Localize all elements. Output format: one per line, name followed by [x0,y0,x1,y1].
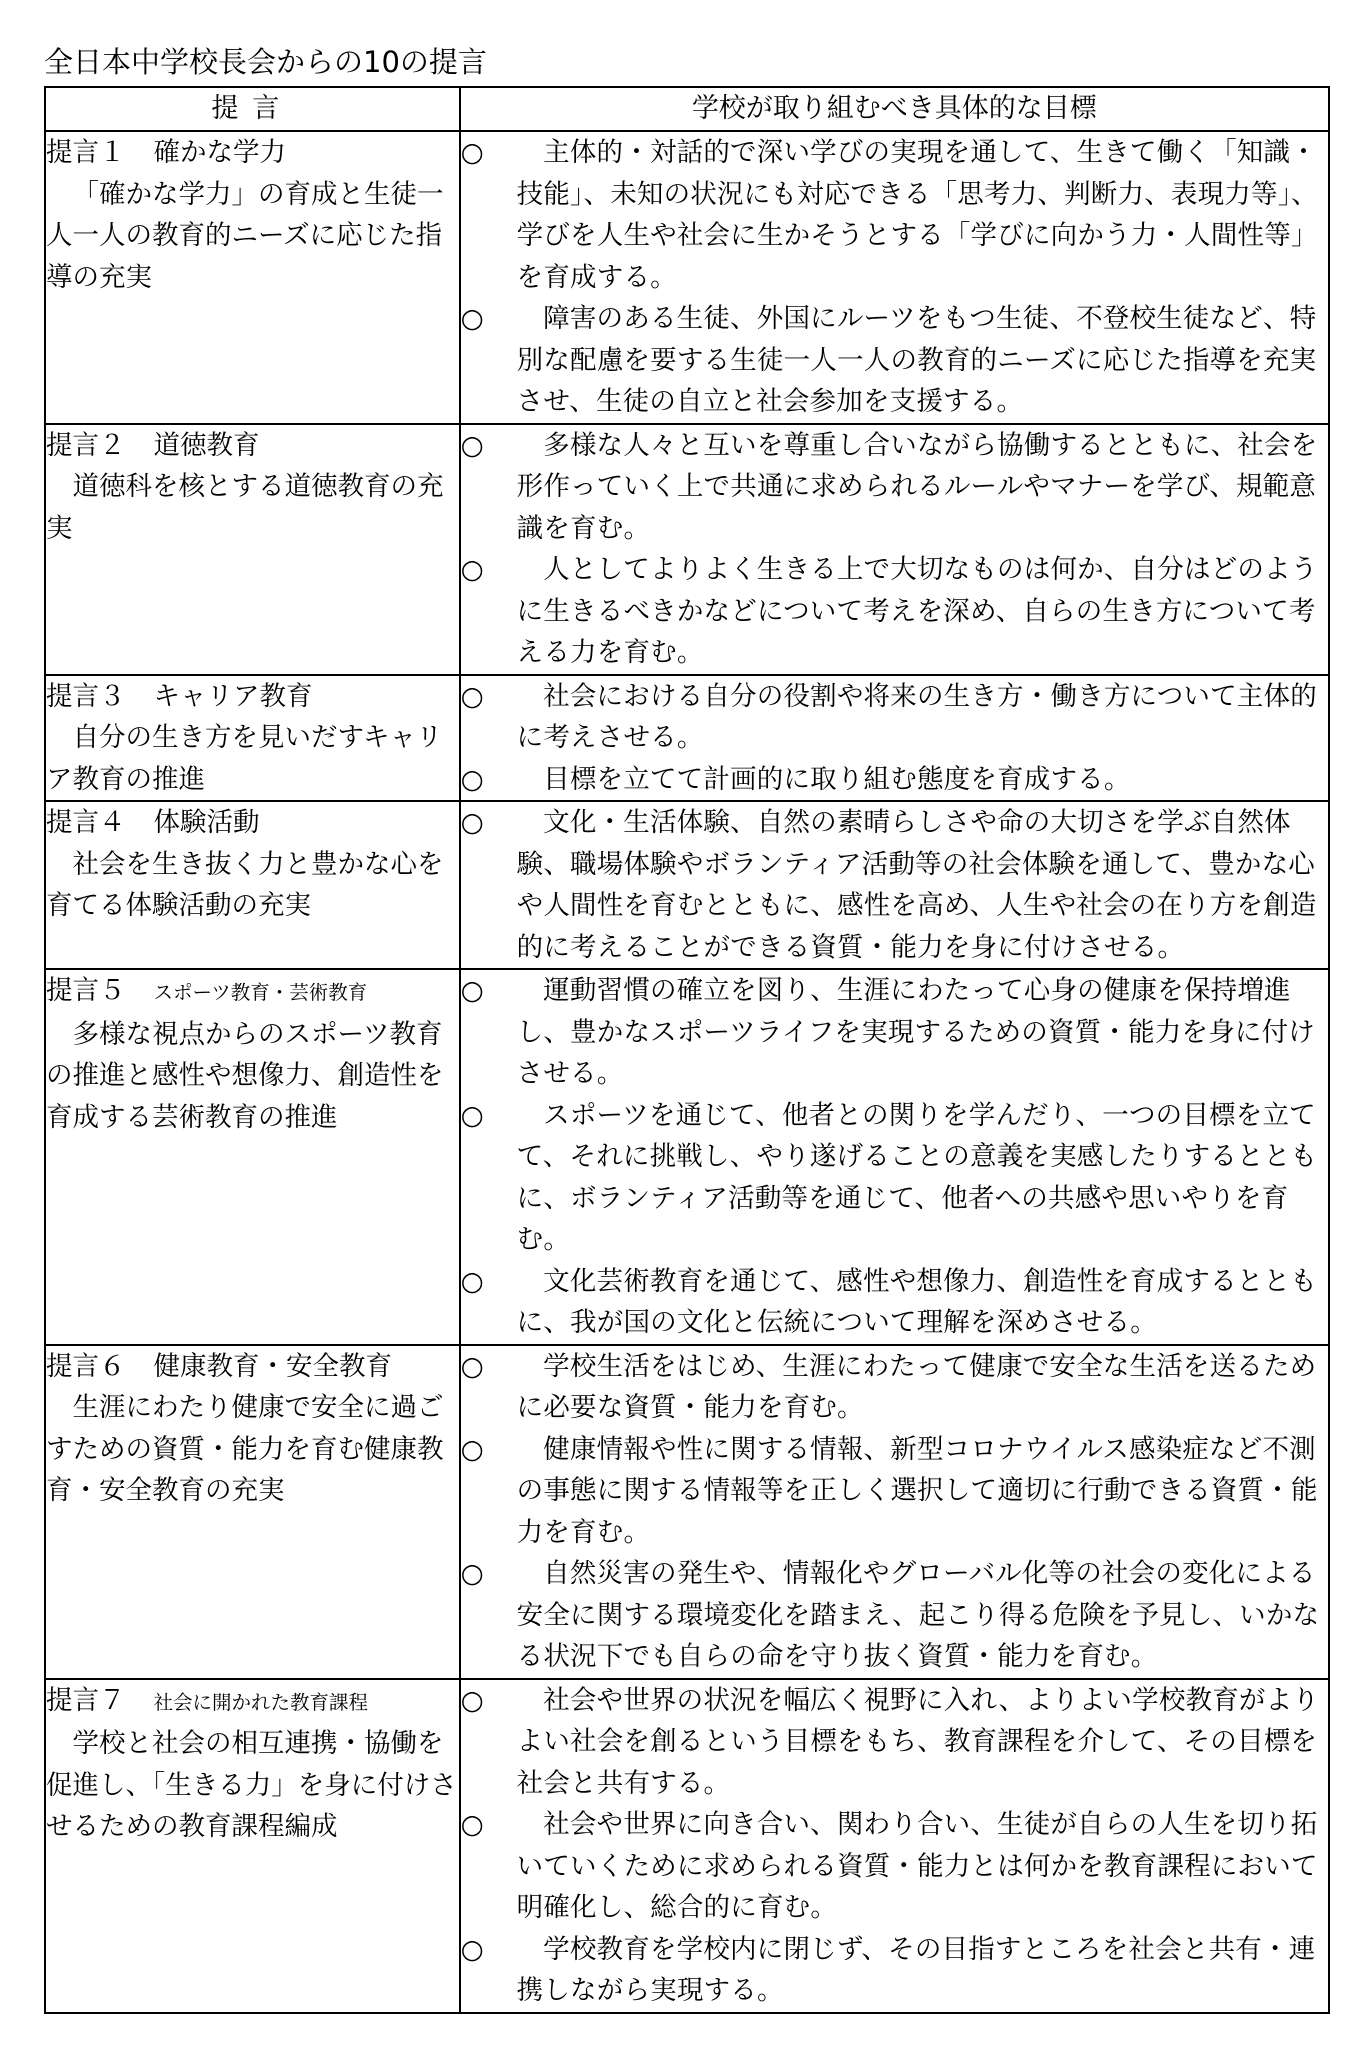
goal-text: 目標を立てて計画的に取り組む態度を育成する。 [543,763,1131,795]
proposal-number: 提言４ [46,807,126,838]
proposal-number: 提言１ [46,137,126,168]
table-row [45,969,1329,1345]
proposals-table [44,86,1330,2014]
proposal-cell [45,801,460,969]
proposal-heading [46,1346,459,1388]
circle-bullet-icon: ○ [460,303,484,334]
proposal-topic: 道徳教育 [153,429,260,461]
goal-item [461,1095,1328,1261]
goal-text: スポーツを通じて、他者との関りを学んだり、一つの目標を立てて、それに挑戦し、やり遂げることの意義を実感したりするとともに、ボランティア活動等を通じて、他者への共感や思いやりを育む。 [516,1099,1318,1255]
circle-bullet-icon: ○ [460,680,484,712]
proposal-heading [46,1680,459,1724]
proposal-description: 自分の生き方を見いだすキャリア教育の推進 [46,722,443,795]
proposal-cell [45,969,460,1345]
goal-text: 人としてよりよく生きる上で大切なものは何か、自分はどのように生きるべきかなどについて考えを深め、自らの生き方について考える力を育む。 [516,554,1318,668]
circle-bullet-icon: ○ [460,1809,484,1840]
proposal-description: 多様な視点からのスポーツ教育の推進と感性や想像力、創造性を育成する芸術教育の推進 [46,1018,444,1133]
table-header-row [45,87,1329,131]
goals-cell [460,131,1329,424]
goal-item [461,1553,1328,1678]
circle-bullet-icon: ○ [460,1099,484,1131]
circle-bullet-icon: ○ [460,1933,484,1965]
goal-item [461,1929,1328,2012]
table-row [45,801,1329,969]
goal-item [461,549,1328,674]
goal-text: 社会における自分の役割や将来の生き方・働き方について主体的に考えさせる。 [516,680,1317,753]
proposal-topic: 社会に開かれた教育課程 [153,1690,369,1714]
circle-bullet-icon: ○ [460,1684,484,1716]
header-goals: 学校が取り組むべき具体的な目標 [460,87,1329,131]
goal-item [461,1804,1328,1929]
proposal-heading [46,132,459,174]
proposal-description: 社会を生き抜く力と豊かな心を育てる体験活動の充実 [46,848,444,921]
proposal-cell [45,131,460,424]
goal-text: 文化芸術教育を通じて、感性や想像力、創造性を育成するとともに、我が国の文化と伝統について理解を深めさせる。 [516,1265,1317,1338]
proposal-topic: 体験活動 [153,807,260,838]
goal-text: 学校生活をはじめ、生涯にわたって健康で安全な生活を送るために必要な資質・能力を育む。 [516,1350,1317,1423]
proposal-description: 道徳科を核とする道徳教育の充実 [46,471,444,544]
table-row [45,675,1329,802]
table-row [45,1345,1329,1679]
proposal-topic: キャリア教育 [153,680,313,712]
proposal-heading [46,676,459,718]
goals-cell [460,1679,1329,2013]
document-title: 全日本中学校長会からの10の提言 [44,45,487,79]
circle-bullet-icon: ○ [460,1350,484,1382]
proposal-description: 「確かな学力」の育成と生徒一人一人の教育的ニーズに応じた指導の充実 [46,178,444,293]
goal-item [461,298,1328,423]
proposal-number: 提言５ [46,975,126,1006]
proposal-heading [46,425,459,467]
goals-cell [460,675,1329,802]
goal-text: 運動習慣の確立を図り、生涯にわたって心身の健康を保持増進し、豊かなスポーツライフを実現するための資質・能力を身に付けさせる。 [516,975,1315,1089]
table-row [45,1679,1329,2013]
proposal-heading [46,802,459,844]
table-row [45,131,1329,424]
table-row [45,424,1329,675]
goal-text: 文化・生活体験、自然の素晴らしさや命の大切さを学ぶ自然体験、職場体験やボランティア活動等の社会体験を通して、豊かな心や人間性を育むとともに、感性を高め、人生や社会の在り方を創造的に考えることができる資質・能力を身に付けさせる。 [516,807,1317,963]
proposal-description: 生涯にわたり健康で安全に過ごすための資質・能力を育む健康教育・安全教育の充実 [46,1392,444,1506]
circle-bullet-icon: ○ [460,429,484,461]
proposal-cell [45,424,460,675]
goal-text: 多様な人々と互いを尊重し合いながら協働するとともに、社会を形作っていく上で共通に求められるルールやマナーを学び、規範意識を育む。 [516,429,1318,544]
proposal-description: 学校と社会の相互連携・協働を促進し、「生きる力」を身に付けさせるための教育課程編成 [46,1728,457,1842]
proposal-topic: 確かな学力 [153,137,286,168]
goals-cell [460,424,1329,675]
proposal-number: 提言３ [46,680,126,712]
proposal-topic: スポーツ教育・芸術教育 [153,981,368,1004]
goal-text: 社会や世界に向き合い、関わり合い、生徒が自らの人生を切り拓いていくために求められる資質・能力とは何かを教育課程において明確化し、総合的に育む。 [516,1809,1318,1923]
goal-item [461,132,1328,298]
goal-text: 社会や世界の状況を幅広く視野に入れ、よりよい学校教育がよりよい社会を創るという目標をもち、教育課程を介して、その目標を社会と共有する。 [516,1684,1320,1799]
circle-bullet-icon: ○ [460,975,484,1006]
circle-bullet-icon: ○ [460,1265,484,1297]
goal-item [461,425,1328,550]
proposal-number: 提言７ [46,1684,126,1716]
goal-text: 学校教育を学校内に閉じず、その目指すところを社会と共有・連携しながら実現する。 [516,1933,1316,2006]
circle-bullet-icon: ○ [460,763,484,795]
proposal-topic: 健康教育・安全教育 [153,1350,392,1382]
circle-bullet-icon: ○ [460,1558,484,1589]
goal-text: 自然災害の発生や、情報化やグローバル化等の社会の変化による安全に関する環境変化を踏まえ、起こり得る危険を予見し、いかなる状況下でも自らの命を守り抜く資質・能力を育む。 [516,1558,1320,1672]
goal-item [461,759,1328,801]
proposal-cell [45,1345,460,1679]
circle-bullet-icon: ○ [460,137,484,168]
goal-text: 健康情報や性に関する情報、新型コロナウイルス感染症など不測の事態に関する情報等を正しく選択して適切に行動できる資質・能力を育む。 [516,1433,1318,1548]
goal-item [461,970,1328,1095]
goals-cell [460,969,1329,1345]
proposal-heading [46,970,459,1014]
goals-cell [460,801,1329,969]
proposal-cell [45,1679,460,2013]
goals-cell [460,1345,1329,1679]
goal-item [461,802,1328,968]
goal-item [461,1429,1328,1554]
goal-item [461,1680,1328,1805]
proposal-cell [45,675,460,802]
circle-bullet-icon: ○ [460,1433,484,1465]
proposal-number: 提言２ [46,429,126,461]
goal-text: 主体的・対話的で深い学びの実現を通して、生きて働く「知識・技能」、未知の状況にも対応できる「思考力、判断力、表現力等」、学びを人生や社会に生かそうとする「学びに向かう力・人間性等」を育成する。 [516,137,1318,293]
goal-item [461,676,1328,759]
header-proposal: 提言 [45,87,460,131]
goal-text: 障害のある生徒、外国にルーツをもつ生徒、不登校生徒など、特別な配慮を要する生徒一人一人の教育的ニーズに応じた指導を充実させ、生徒の自立と社会参加を支援する。 [516,303,1317,417]
circle-bullet-icon: ○ [460,807,484,838]
goal-item [461,1346,1328,1429]
goal-item [461,1261,1328,1344]
circle-bullet-icon: ○ [460,554,484,585]
proposal-number: 提言６ [46,1350,126,1382]
